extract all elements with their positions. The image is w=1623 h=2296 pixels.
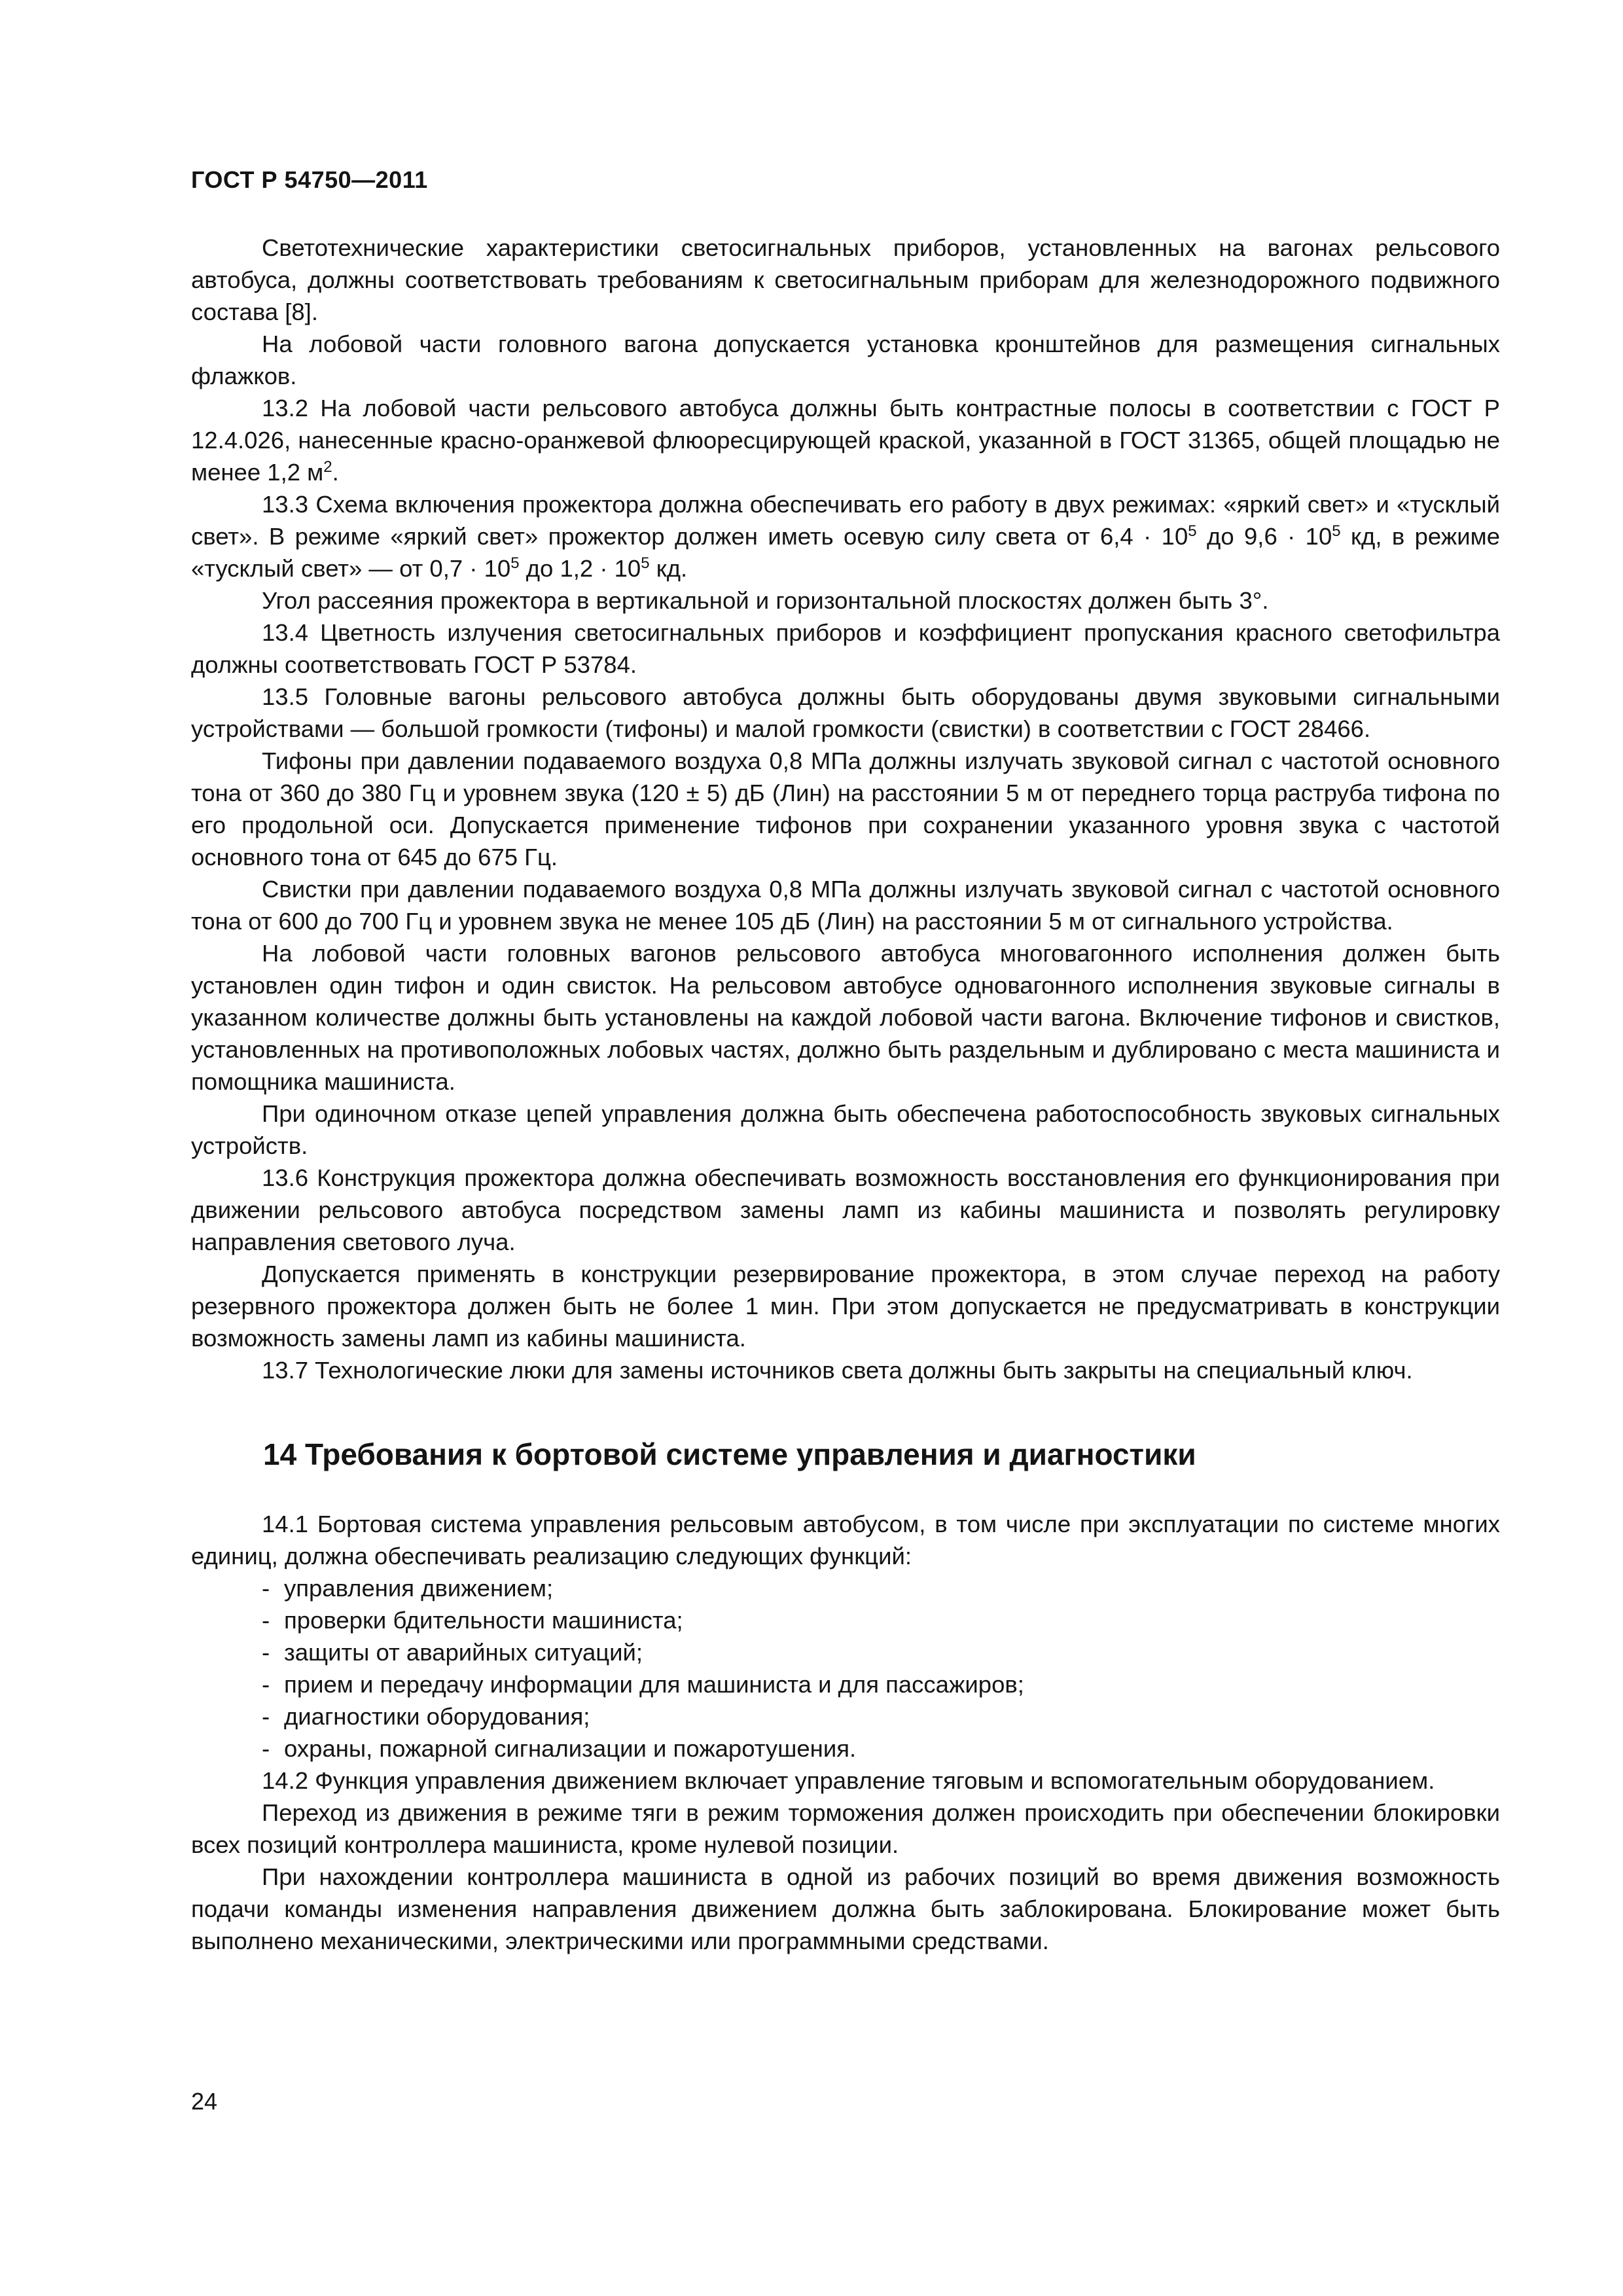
paragraph-13-6: 13.6 Конструкция прожектора должна обеспечивать возможность восстановления его функционирования при движении рельсового автобуса посредством замены ламп из кабины машиниста и позволять регулировку направления светового луча. (191, 1164, 1500, 1255)
paragraph-text: до 9,6 · 10 (1196, 523, 1332, 550)
paragraph-text: 13.2 На лобовой части рельсового автобуса должны быть контрастные полосы в соответствии с ГОСТ Р 12.4.026, нанесенные красно-оранжевой флюоресцирующей краской, указанной в ГОСТ 31365, общей площадью не менее 1,2 м (191, 395, 1500, 486)
paragraph: Светотехнические характеристики светосигнальных приборов, установленных на вагонах рельсового автобуса, должны соответствовать требованиям к светосигнальным приборам для железнодорожного подвижного состава [8]. (191, 234, 1500, 325)
paragraph-13-7: 13.7 Технологические люки для замены источников света должны быть закрыты на специальный ключ. (262, 1357, 1413, 1384)
paragraph: При одиночном отказе цепей управления должна быть обеспечена работоспособность звуковых сигнальных устройств. (191, 1100, 1500, 1159)
list-item: - диагностики оборудования; (262, 1700, 1500, 1732)
paragraph-text: кд, в режиме «тусклый свет» — от 0,7 · 10 (191, 523, 1501, 582)
paragraph-13-5: 13.5 Головные вагоны рельсового автобуса должны быть оборудованы двумя звуковыми сигнальными устройствами — большой громкости (тифоны) и малой громкости (свистки) в соответствии с ГОСТ 28466. (191, 683, 1500, 742)
function-list (191, 1572, 1500, 1765)
page-body (191, 232, 1500, 1957)
paragraph-14-2: 14.2 Функция управления движением включает управление тяговым и вспомогательным оборудованием. (262, 1767, 1435, 1794)
paragraph-13-3 (191, 488, 1500, 584)
paragraph: Угол рассеяния прожектора в вертикальной и горизонтальной плоскостях должен быть 3°. (262, 587, 1269, 614)
paragraph: Свистки при давлении подаваемого воздуха 0,8 МПа должны излучать звуковой сигнал с частотой основного тона от 600 до 700 Гц и уровнем звука не менее 105 дБ (Лин) на расстоянии 5 м от сигнального устройства. (191, 876, 1500, 935)
paragraph-text: 13.3 Схема включения прожектора должна обеспечивать его работу в двух режимах: «яркий свет» и «тусклый свет». В режиме «яркий свет» прожектор должен иметь осевую силу света от 6,4 · 10 (191, 491, 1500, 550)
list-item: - защиты от аварийных ситуаций; (262, 1636, 1500, 1668)
paragraph: Допускается применять в конструкции резервирование прожектора, в этом случае переход на работу резервного прожектора должен быть не более 1 мин. При этом допускается не предусматривать в конструкции возможность замены ламп из кабины машиниста. (191, 1261, 1500, 1352)
superscript: 5 (510, 554, 520, 572)
document-header: ГОСТ Р 54750—2011 (191, 166, 428, 193)
paragraph-text: до 1,2 · 10 (519, 555, 641, 582)
section-heading-14: 14 Требования к бортовой системе управления и диагностики (263, 1437, 1196, 1471)
paragraph: Тифоны при давлении подаваемого воздуха 0,8 МПа должны излучать звуковой сигнал с частотой основного тона от 360 до 380 Гц и уровнем звука (120 ± 5) дБ (Лин) на расстоянии 5 м от переднего торца раструба тифона по его продольной оси. Допускается применение тифонов при сохранении указанного уровня звука с частотой основного тона от 645 до 675 Гц. (191, 747, 1500, 870)
list-item: - охраны, пожарной сигнализации и пожаротушения. (262, 1732, 1500, 1765)
paragraph: На лобовой части головных вагонов рельсового автобуса многовагонного исполнения должен быть установлен один тифон и один свисток. На рельсовом автобусе одновагонного исполнения звуковые сигналы в указанном количестве должны быть установлены на каждой лобовой части вагона. Включение тифонов и свистков, установленных на противоположных лобовых частях, должно быть раздельным и дублировано с места машиниста и помощника машиниста. (191, 940, 1500, 1095)
superscript: 5 (641, 554, 650, 572)
superscript: 5 (1332, 522, 1341, 540)
paragraph-13-4: 13.4 Цветность излучения светосигнальных приборов и коэффициент пропускания красного светофильтра должны соответствовать ГОСТ Р 53784. (191, 619, 1500, 678)
list-item: - управления движением; (262, 1572, 1500, 1604)
superscript: 2 (323, 457, 332, 476)
paragraph: Переход из движения в режиме тяги в режим торможения должен происходить при обеспечении блокировки всех позиций контроллера машиниста, кроме нулевой позиции. (191, 1799, 1500, 1858)
paragraph-14-1: 14.1 Бортовая система управления рельсовым автобусом, в том числе при эксплуатации по системе многих единиц, должна обеспечивать реализацию следующих функций: (191, 1511, 1500, 1570)
list-item: - прием и передачу информации для машиниста и для пассажиров; (262, 1668, 1500, 1700)
paragraph-text: кд. (649, 555, 688, 582)
list-item: - проверки бдительности машиниста; (262, 1604, 1500, 1636)
paragraph-13-2 (191, 392, 1500, 488)
paragraph: При нахождении контроллера машиниста в одной из рабочих позиций во время движения возможность подачи команды изменения направления движением должна быть заблокирована. Блокирование может быть выполнено механическими, электрическими или программными средствами. (191, 1863, 1500, 1954)
superscript: 5 (1188, 522, 1197, 540)
paragraph-text: . (332, 459, 339, 486)
page-number: 24 (191, 2088, 218, 2115)
paragraph: На лобовой части головного вагона допускается установка кронштейнов для размещения сигнальных флажков. (191, 331, 1500, 389)
